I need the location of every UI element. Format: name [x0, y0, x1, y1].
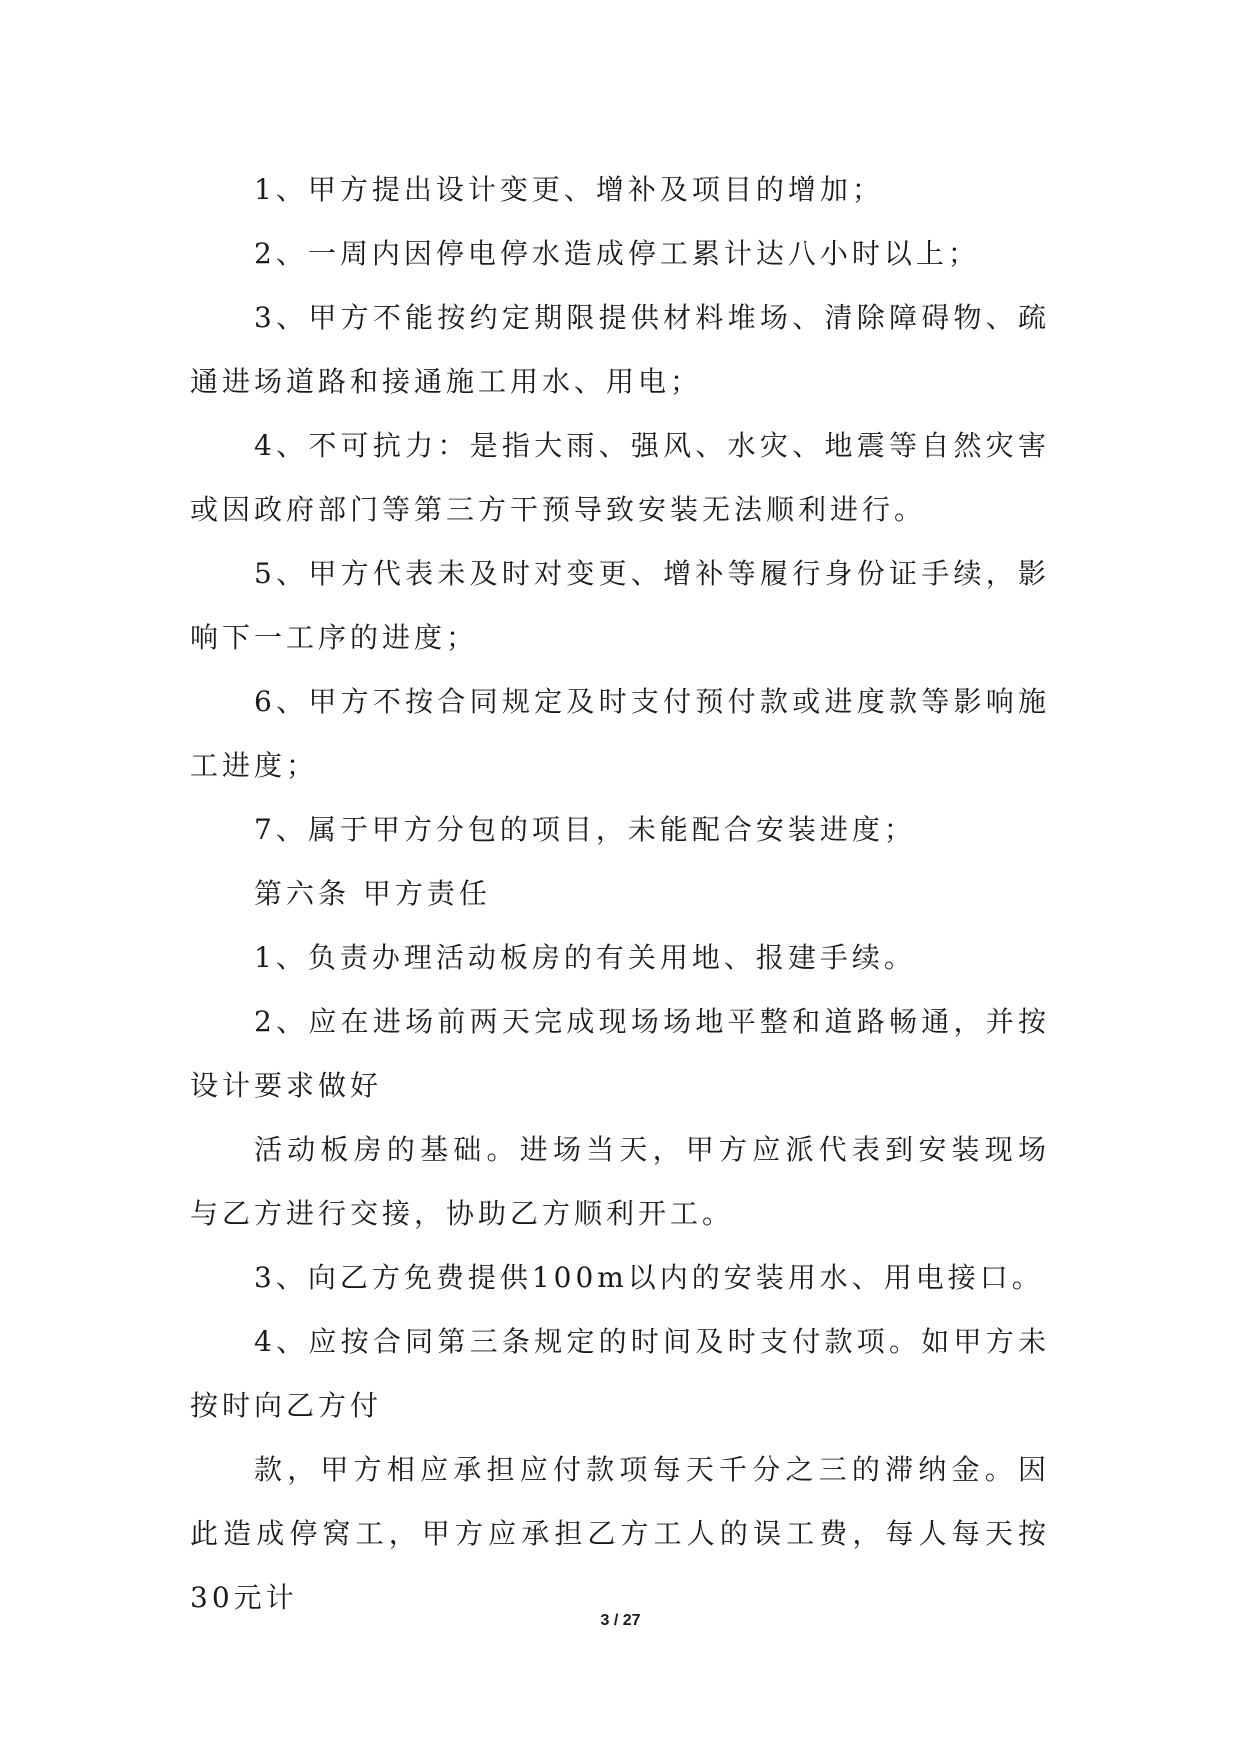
- duty-item-2-continued: 活动板房的基础。进场当天，甲方应派代表到安装现场与乙方进行交接，协助乙方顺利开工。: [190, 1133, 1050, 1230]
- clause-item-2: 2、一周内因停电停水造成停工累计达八小时以上；: [254, 237, 980, 270]
- section-heading: 第六条 甲方责任: [254, 877, 491, 910]
- duty-item-4: 4、应按合同第三条规定的时间及时支付款项。如甲方未按时向乙方付: [190, 1325, 1050, 1422]
- duty-item-4-continued: 款，甲方相应承担应付款项每天千分之三的滞纳金。因此造成停窝工，甲方应承担乙方工人的误工费，每人每天按30元计: [190, 1453, 1050, 1614]
- clause-item-7: 7、属于甲方分包的项目，未能配合安装进度；: [254, 813, 916, 846]
- duty-item-1: 1、负责办理活动板房的有关用地、报建手续。: [254, 941, 916, 974]
- clause-item-5: 5、甲方代表未及时对变更、增补等履行身份证手续，影响下一工序的进度；: [190, 557, 1050, 654]
- page-number: 3 / 27: [600, 1612, 641, 1629]
- duty-item-3: 3、向乙方免费提供100m以内的安装用水、用电接口。: [254, 1261, 1044, 1294]
- duty-item-2: 2、应在进场前两天完成现场场地平整和道路畅通，并按设计要求做好: [190, 1005, 1050, 1102]
- clause-item-1: 1、甲方提出设计变更、增补及项目的增加；: [254, 173, 884, 206]
- clause-item-3: 3、甲方不能按约定期限提供材料堆场、清除障碍物、疏通进场道路和接通施工用水、用电；: [190, 301, 1050, 398]
- document-body: [190, 158, 1050, 1630]
- clause-item-4: 4、不可抗力：是指大雨、强风、水灾、地震等自然灾害或因政府部门等第三方干预导致安装无法顺利进行。: [190, 429, 1050, 526]
- clause-item-6: 6、甲方不按合同规定及时支付预付款或进度款等影响施工进度；: [190, 685, 1050, 782]
